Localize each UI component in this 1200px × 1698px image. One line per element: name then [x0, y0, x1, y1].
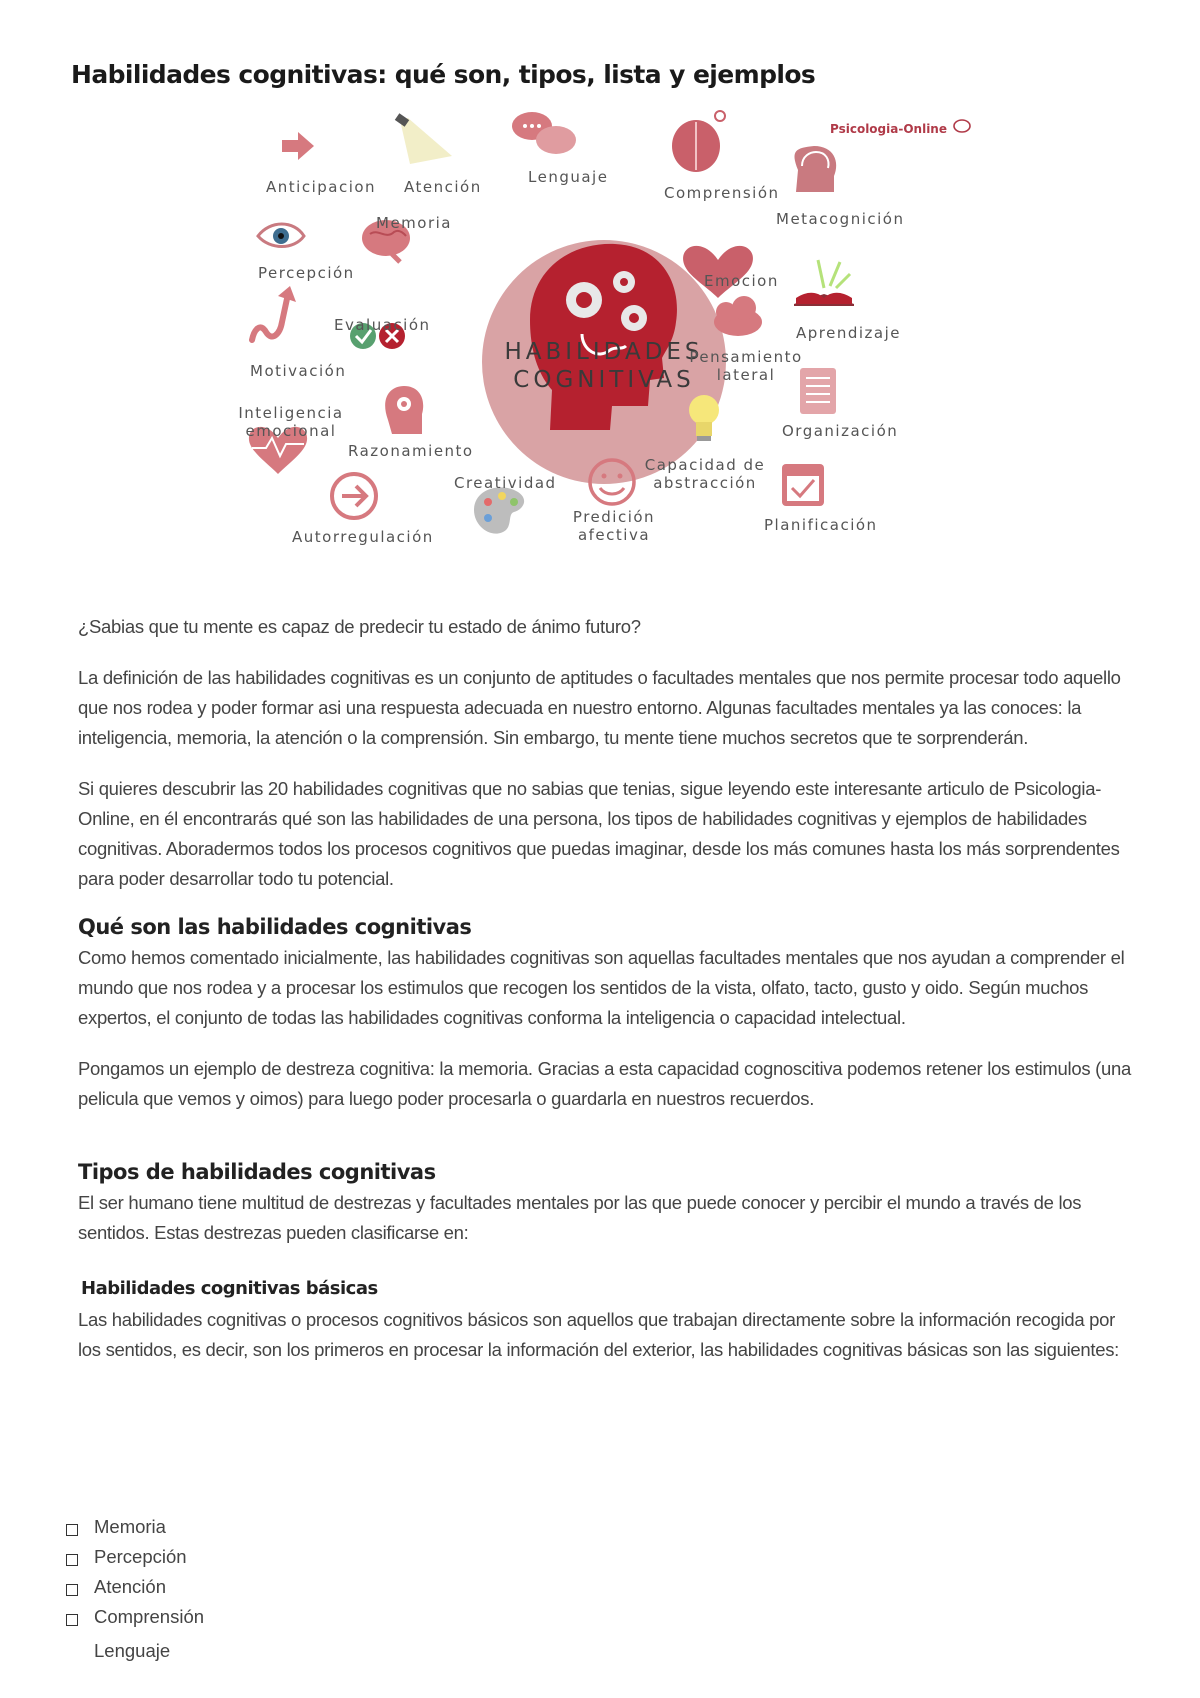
- circle-arrow-icon: [332, 474, 376, 518]
- checkbox-icon: [66, 1614, 78, 1626]
- section2-paragraph-2: Las habilidades cognitivas o procesos cognitivos básicos son aquellos que trabajan directamente sobre la información recogida por los sentidos, es decir, son los primeros en procesar la información del exterior, las habilidades cognitivas básicas son las siguientes:: [78, 1309, 1119, 1360]
- list-item-label: Lenguaje: [94, 1640, 171, 1661]
- label-evaluacion: Evaluación: [334, 316, 431, 334]
- list-item: [66, 1542, 204, 1572]
- list-item: [66, 1632, 204, 1661]
- checkbox-icon: [66, 1554, 78, 1566]
- brain-logo-icon: [952, 118, 972, 134]
- cloud-icon: [714, 296, 762, 336]
- intro-paragraph-1: La definición de las habilidades cognitivas es un conjunto de aptitudes o facultades mentales que nos permite procesar todo aquello que nos rodea y poder formar asi una respuesta adecuada en nuestro entorno. Algunas facultades mentales ya las conoces: la inteligencia, memoria, la atención o la comprensión. Sin embargo, tu mente tiene muchos secretos que te sorprenderán.: [78, 667, 1121, 748]
- label-inteligencia-emocional: [230, 404, 352, 440]
- label-capacidad-abstraccion: [642, 456, 768, 492]
- label-pensamiento-line2: lateral: [716, 366, 776, 384]
- label-emocion: Emocion: [704, 272, 779, 290]
- label-lenguaje: Lenguaje: [528, 168, 609, 186]
- brain-icon: [672, 111, 725, 172]
- label-organizacion: Organización: [782, 422, 899, 440]
- center-title-line2: COGNITIVAS: [513, 367, 695, 393]
- label-memoria: Memoria: [376, 214, 452, 232]
- cognitive-skills-infographic: [230, 110, 970, 600]
- section1-paragraph-1: Como hemos comentado inicialmente, las habilidades cognitivas son aquellas facultades mentales que nos ayudan a comprender el mundo que nos rodea y a procesar los estimulos que recogen los sentidos de la vista, olfato, tacto, gusto y oido. Según muchos expertos, el conjunto de todas las habilidades cognitivas conforma la inteligencia o capacidad intelectual.: [78, 947, 1125, 1028]
- basic-skills-list: [66, 1512, 205, 1661]
- checkbox-icon: [66, 1584, 78, 1596]
- page-title: Habilidades cognitivas: qué son, tipos, lista y ejemplos: [71, 60, 816, 89]
- list-item: [66, 1512, 204, 1542]
- label-predicion-line1: Predición: [572, 508, 656, 526]
- section-heading-what-are: Qué son las habilidades cognitivas: [78, 915, 472, 939]
- list-item-label: Comprensión: [94, 1606, 205, 1627]
- label-anticipacion: Anticipacion: [266, 178, 377, 196]
- label-creatividad: Creatividad: [454, 474, 557, 492]
- spotlight-icon: [395, 113, 452, 164]
- checkbox-icon: [66, 1524, 78, 1536]
- label-predicion-afectiva: [566, 508, 662, 544]
- section-heading-types: Tipos de habilidades cognitivas: [78, 1160, 436, 1184]
- subheading-basic-skills: Habilidades cognitivas básicas: [81, 1278, 378, 1299]
- list-item: [66, 1602, 204, 1632]
- label-capacidad-line2: abstracción: [653, 474, 757, 492]
- article-body: [78, 612, 1133, 1386]
- center-title-line1: HABILIDADES: [504, 339, 704, 365]
- palette-icon: [474, 487, 524, 533]
- label-predicion-line2: afectiva: [577, 526, 651, 544]
- label-autorregulacion: Autorregulación: [292, 528, 434, 546]
- speech-bubbles-icon: [512, 112, 576, 154]
- brand-logo: Psicologia-Online: [830, 122, 947, 136]
- upward-arrow-icon: [252, 286, 296, 340]
- list-item-label: Memoria: [94, 1516, 166, 1537]
- open-book-icon: [794, 260, 854, 306]
- label-motivacion: Motivación: [250, 362, 347, 380]
- label-aprendizaje: Aprendizaje: [796, 324, 902, 342]
- head-outline-icon: [795, 146, 837, 192]
- intro-paragraph-2: Si quieres descubrir las 20 habilidades cognitivas que no sabias que tenias, sigue leyendo este interesante articulo de Psicologia-Online, en él encontrarás qué son las habilidades de una persona, los tipos de habilidades cognitivas y ejemplos de habilidades cognitivas. Aboradermos todos los procesos cognitivos que puedas imaginar, desde los más comunes hasta los más sorprendentes para poder desarrollar todo tu potencial.: [78, 778, 1120, 889]
- label-percepcion: Percepción: [258, 264, 355, 282]
- list-item-label: Atención: [94, 1576, 166, 1597]
- section1-paragraph-2: Pongamos un ejemplo de destreza cognitiva: la memoria. Gracias a esta capacidad cognoscitiva podemos retener los estimulos (una pelicula que vemos y oimos) para luego poder procesarla o guardarla en nuestros recuerdos.: [78, 1058, 1131, 1109]
- calendar-icon: [782, 464, 824, 506]
- label-capacidad-line1: Capacidad de: [644, 456, 766, 474]
- list-item: [66, 1572, 204, 1602]
- label-pensamiento-line1: Pensamiento: [689, 348, 803, 366]
- label-metacognicion: Metacognición: [776, 210, 905, 228]
- intro-question: ¿Sabias que tu mente es capaz de predecir tu estado de ánimo futuro?: [78, 616, 641, 637]
- eye-icon: [258, 224, 304, 247]
- list-item-label: Percepción: [94, 1546, 187, 1567]
- label-comprension: Comprensión: [664, 184, 780, 202]
- label-inteligencia-line1: Inteligencia: [238, 404, 344, 422]
- label-razonamiento: Razonamiento: [348, 442, 474, 460]
- label-pensamiento-lateral: [686, 348, 806, 384]
- section2-paragraph-1: El ser humano tiene multitud de destrezas y facultades mentales por las que puede conocer y percibir el mundo a través de los sentidos. Estas destrezas pueden clasificarse en:: [78, 1192, 1082, 1243]
- label-inteligencia-line2: emocional: [245, 422, 337, 440]
- label-planificacion: Planificación: [764, 516, 878, 534]
- head-gear-icon: [385, 386, 423, 434]
- label-atencion: Atención: [404, 178, 482, 196]
- arrow-right-icon: [282, 132, 314, 160]
